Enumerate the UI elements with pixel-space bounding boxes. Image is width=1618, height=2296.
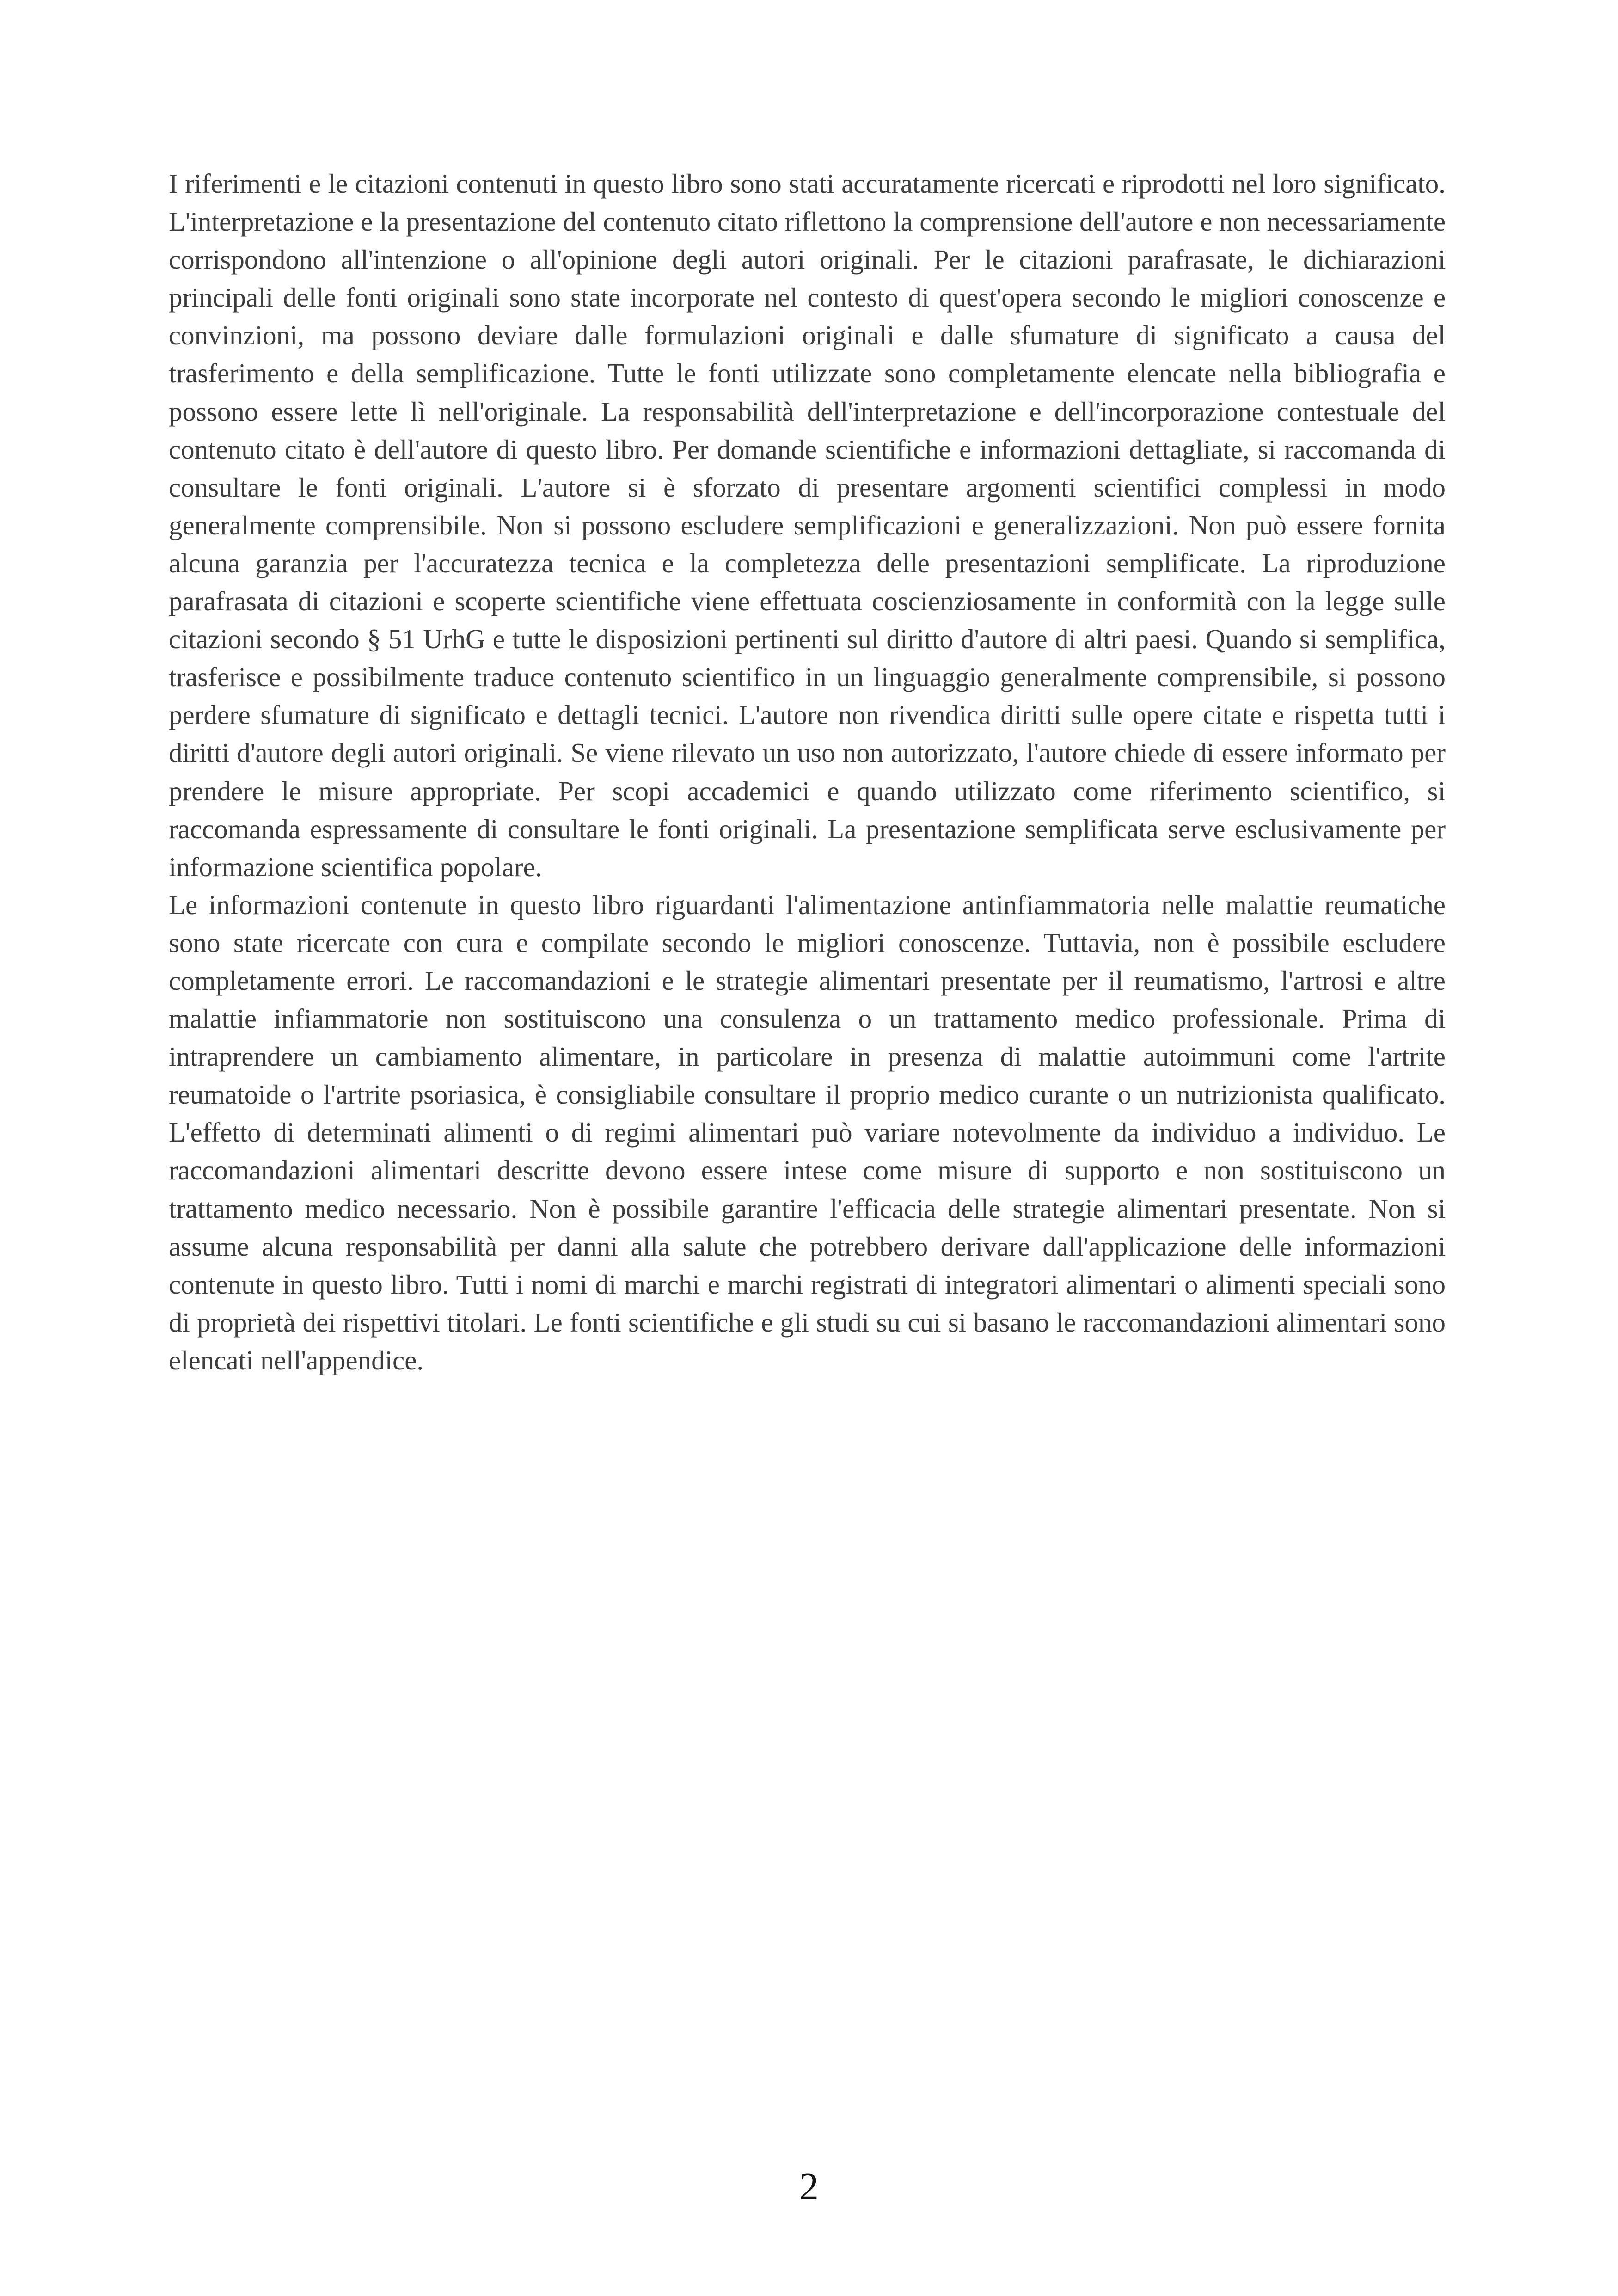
body-text [169, 165, 1446, 1379]
paragraph-medical-disclaimer: Le informazioni contenute in questo libro riguardanti l'alimentazione antinfiammatoria nelle malattie reumatiche sono state ricercate con cura e compilate secondo le migliori conoscenze. Tuttavia, non è possibile escludere completamente errori. Le raccomandazioni e le strategie alimentari presentate per il reumatismo, l'artrosi e altre malattie infiammatorie non sostituiscono una consulenza o un trattamento medico professionale. Prima di intraprendere un cambiamento alimentare, in particolare in presenza di malattie autoimmuni come l'artrite reumatoide o l'artrite psoriasica, è consigliabile consultare il proprio medico curante o un nutrizionista qualificato. L'effetto di determinati alimenti o di regimi alimentari può variare notevolmente da individuo a individuo. Le raccomandazioni alimentari descritte devono essere intese come misure di supporto e non sostituiscono un trattamento medico necessario. Non è possibile garantire l'efficacia delle strategie alimentari presentate. Non si assume alcuna responsabilità per danni alla salute che potrebbero derivare dall'applicazione delle informazioni contenute in questo libro. Tutti i nomi di marchi e marchi registrati di integratori alimentari o alimenti speciali sono di proprietà dei rispettivi titolari. Le fonti scientifiche e gli studi su cui si basano le raccomandazioni alimentari sono elencati nell'appendice. [169, 889, 1446, 1375]
paragraph-citations-disclaimer: I riferimenti e le citazioni contenuti in questo libro sono stati accuratamente ricercati e riprodotti nel loro significato. L'interpretazione e la presentazione del contenuto citato riflettono la comprensione dell'autore e non necessariamente corrispondono all'intenzione o all'opinione degli autori originali. Per le citazioni parafrasate, le dichiarazioni principali delle fonti originali sono state incorporate nel contesto di quest'opera secondo le migliori conoscenze e convinzioni, ma possono deviare dalle formulazioni originali e dalle sfumature di significato a causa del trasferimento e della semplificazione. Tutte le fonti utilizzate sono completamente elencate nella bibliografia e possono essere lette lì nell'originale. La responsabilità dell'interpretazione e dell'incorporazione contestuale del contenuto citato è dell'autore di questo libro. Per domande scientifiche e informazioni dettagliate, si raccomanda di consultare le fonti originali. L'autore si è sforzato di presentare argomenti scientifici complessi in modo generalmente comprensibile. Non si possono escludere semplificazioni e generalizzazioni. Non può essere fornita alcuna garanzia per l'accuratezza tecnica e la completezza delle presentazioni semplificate. La riproduzione parafrasata di citazioni e scoperte scientifiche viene effettuata coscienziosamente in conformità con la legge sulle citazioni secondo § 51 UrhG e tutte le disposizioni pertinenti sul diritto d'autore di altri paesi. Quando si semplifica, trasferisce e possibilmente traduce contenuto scientifico in un linguaggio generalmente comprensibile, si possono perdere sfumature di significato e dettagli tecnici. L'autore non rivendica diritti sulle opere citate e rispetta tutti i diritti d'autore degli autori originali. Se viene rilevato un uso non autorizzato, l'autore chiede di essere informato per prendere le misure appropriate. Per scopi accademici e quando utilizzato come riferimento scientifico, si raccomanda espressamente di consultare le fonti originali. La presentazione semplificata serve esclusivamente per informazione scientifica popolare. [169, 168, 1446, 882]
page-number: 2 [799, 2165, 819, 2208]
